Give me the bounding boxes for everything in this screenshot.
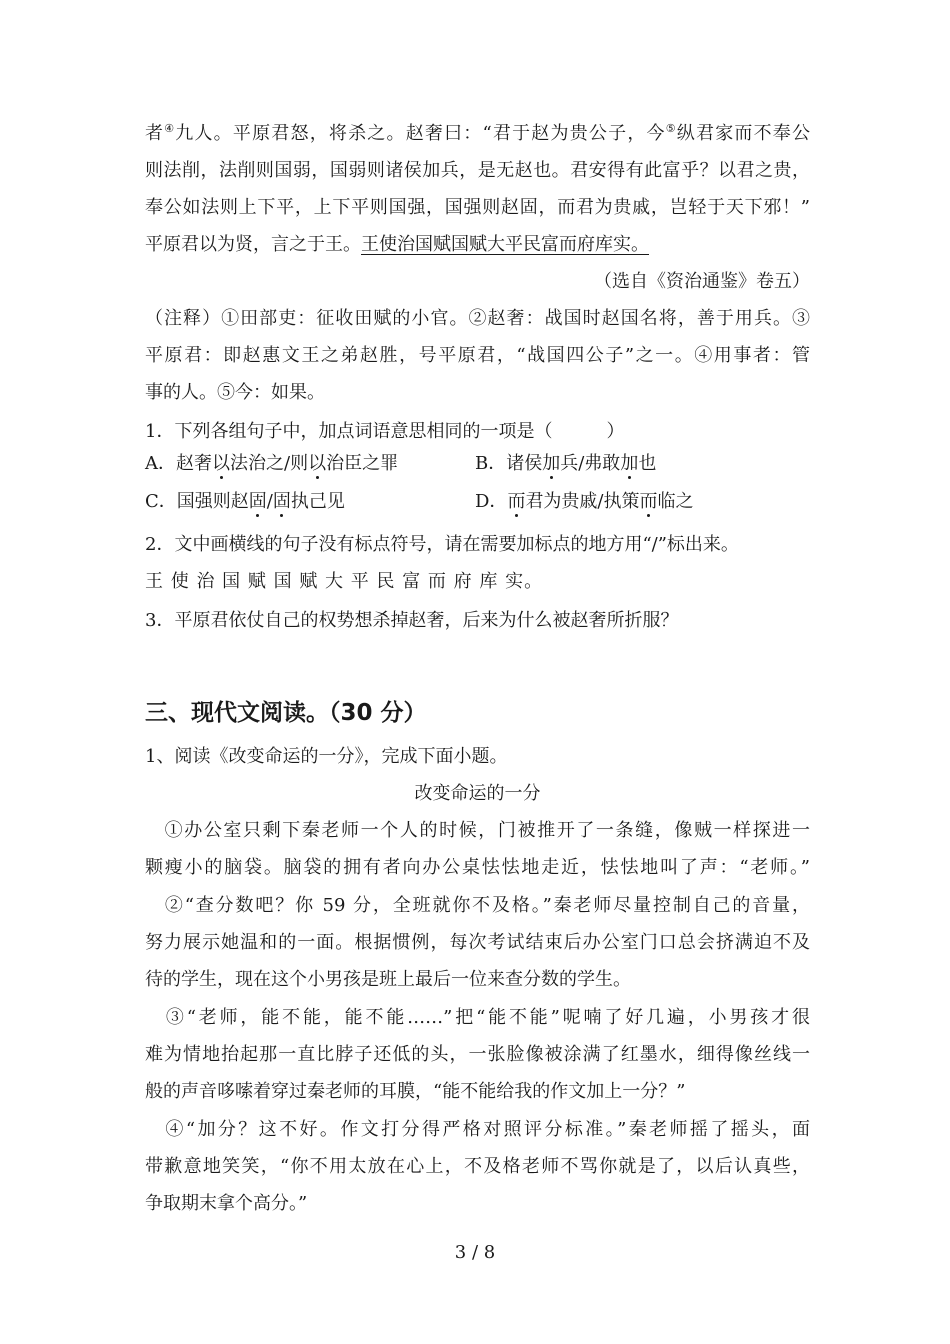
passage-line-4: 平原君以为贤，言之于王。王使治国赋国赋大平民富而府库实。 [145, 234, 649, 255]
underlined-sentence: 王使治国赋国赋大平民富而府库实。 [361, 234, 649, 255]
question-1-option-a: A．赵奢以法治之/则以治臣之罪 [145, 453, 399, 474]
question-1-option-b: B．诸侯加兵/弗敢加也 [475, 453, 657, 474]
note-line-3: 事的人。⑤今：如果。 [145, 382, 325, 403]
paragraph-3-line-1: ③“老师，能不能，能不能……”把“能不能”呢喃了好几遍，小男孩才很 [145, 1007, 810, 1028]
paragraph-1-line-2: 颗瘦小的脑袋。脑袋的拥有者向办公桌怯怯地走近，怯怯地叫了声：“老师。” [145, 857, 810, 878]
question-1-stem: 1．下列各组句子中，加点词语意思相同的一项是（ ） [145, 421, 625, 442]
paragraph-2-line-1: ②“查分数吧？你 59 分，全班就你不及格。”秦老师尽量控制自己的音量， [145, 895, 810, 916]
note-line-1: （注释）①田部吏：征收田赋的小官。②赵奢：战国时赵国名将，善于用兵。③ [145, 308, 810, 329]
question-2-sentence: 王 使 治 国 赋 国 赋 大 平 民 富 而 府 库 实。 [145, 571, 544, 592]
question-1-option-c: C．国强则赵固/固执己见 [145, 491, 345, 512]
paragraph-2-line-3: 待的学生，现在这个小男孩是班上最后一位来查分数的学生。 [145, 969, 631, 990]
paragraph-1-line-1: ①办公室只剩下秦老师一个人的时候，门被推开了一条缝，像贼一样探进一 [145, 820, 810, 841]
reading-intro: 1、阅读《改变命运的一分》，完成下面小题。 [145, 746, 508, 767]
paragraph-3-line-2: 难为情地抬起那一直比脖子还低的头，一张脸像被涂满了红墨水，细得像丝线一 [145, 1044, 810, 1065]
passage-line-3: 奉公如法则上下平，上下平则国强，国强则赵固，而君为贵戚，岂轻于天下邪！” [145, 197, 810, 218]
paragraph-4-line-2: 带歉意地笑笑，“你不用太放在心上，不及格老师不骂你就是了，以后认真些， [145, 1156, 810, 1177]
question-3-stem: 3．平原君依仗自己的权势想杀掉赵奢，后来为什么被赵奢所折服？ [145, 610, 679, 631]
passage-line-1: 者④九人。平原君怒，将杀之。赵奢曰：“君于赵为贵公子，今⑤纵君家而不奉公 [145, 122, 811, 144]
question-1-option-d: D．而君为贵戚/执策而临之 [475, 491, 694, 512]
section-heading: 三、现代文阅读。（30 分） [145, 700, 427, 726]
page-number: 3 / 8 [454, 1242, 496, 1263]
question-2-stem: 2．文中画横线的句子没有标点符号，请在需要加标点的地方用“/”标出来。 [145, 534, 739, 555]
article-title: 改变命运的一分 [414, 783, 541, 804]
paragraph-4-line-1: ④“加分？这不好。作文打分得严格对照评分标准。”秦老师摇了摇头，面 [145, 1119, 810, 1140]
note-line-2: 平原君：即赵惠文王之弟赵胜，号平原君，“战国四公子”之一。④用事者：管 [145, 345, 810, 366]
paragraph-3-line-3: 般的声音哆嗦着穿过秦老师的耳膜，“能不能给我的作文加上一分？” [145, 1081, 686, 1102]
paragraph-4-line-3: 争取期末拿个高分。” [145, 1193, 308, 1214]
passage-line-2: 则法削，法削则国弱，国弱则诸侯加兵，是无赵也。君安得有此富乎？以君之贵， [145, 160, 810, 181]
paragraph-2-line-2: 努力展示她温和的一面。根据惯例，每次考试结束后办公室门口总会挤满迫不及 [145, 932, 810, 953]
passage-source: （选自《资治通鉴》卷五） [594, 271, 810, 292]
